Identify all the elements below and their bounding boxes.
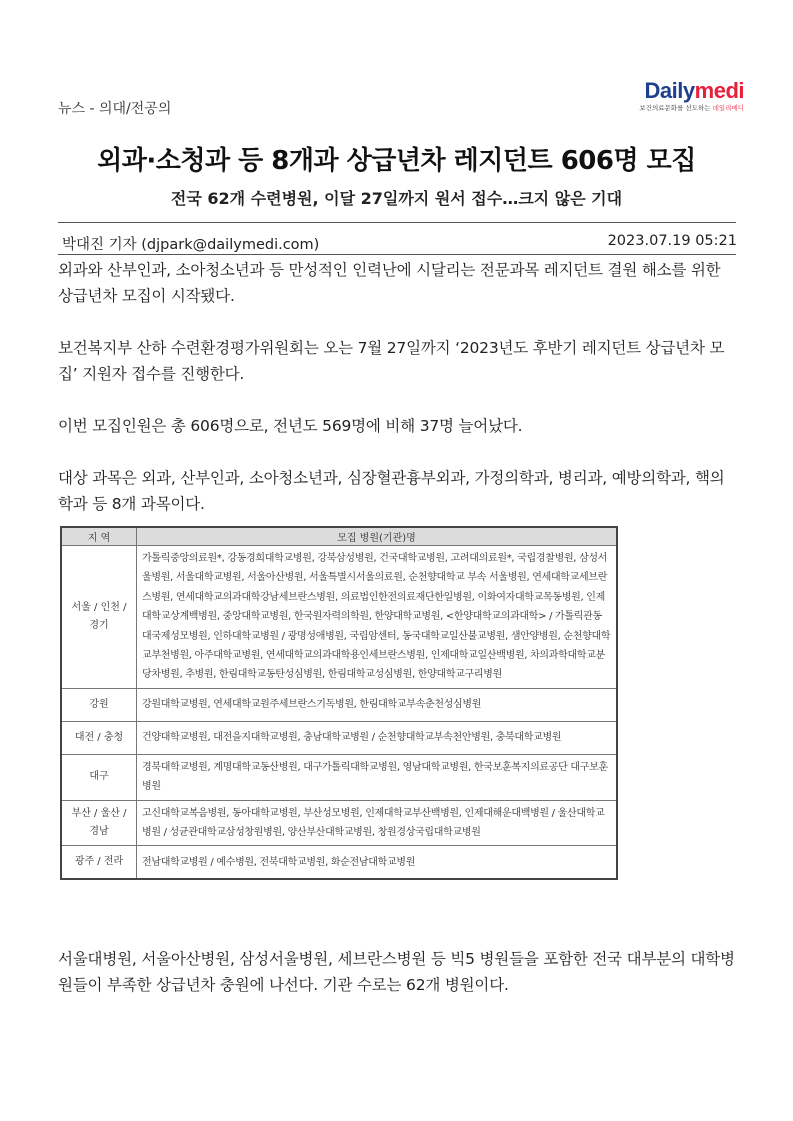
article-subtitle: 전국 62개 수련병원, 이달 27일까지 원서 접수…크지 않은 기대 bbox=[170, 189, 623, 208]
article-title: 외과·소청과 등 8개과 상급년차 레지던트 606명 모집 bbox=[97, 146, 696, 176]
byline-top-rule bbox=[58, 222, 736, 223]
region-cell: 강원 bbox=[61, 688, 137, 721]
hospitals-cell: 가톨릭중앙의료원*, 강동경희대학교병원, 강북삼성병원, 건국대학교병원, 고려대의료원*, 국립경찰병원, 삼성서울병원, 서울대학교병원, 서울아산병원, 서울특별시서울의료원, 순천향대학교 부속 서울병원, 연세대학교세브란스병원, 연세대학교의과대학강남세브란스병원, 의료법인한전의료재단한일병원, 이화여자대학교목동병원, 인제대학교상계백병원, 중앙대학교병원, 한국원자력의학원, 한양대학교병원, <한양대학교의과대학> / 가톨릭관동대국제성모병원, 인하대학교병원 / 광명성애병원, 국립암센터, 동국대학교일산불교병원, 샘안양병원, 순천향대학교부천병원, 아주대학교병원, 연세대학교의과대학용인세브란스병원, 인제대학교일산백병원, 차의과학대학교분당차병원, 추병원, 한림대학교동탄성심병원, 한림대학교성심병원, 한양대학교구리병원 bbox=[137, 546, 618, 689]
table-row bbox=[61, 846, 617, 880]
section-category[interactable]: 뉴스 - 의대/전공의 bbox=[58, 101, 172, 117]
byline-bottom-rule bbox=[58, 254, 736, 255]
region-cell: 대구 bbox=[61, 754, 137, 800]
table-row bbox=[61, 800, 617, 846]
logo-tagline: 보건의료문화를 선도하는 데일리메디 bbox=[639, 104, 744, 112]
column-header-hospitals: 모집 병원(기관)명 bbox=[137, 527, 618, 546]
logo-wordmark: Dailymedi bbox=[644, 78, 744, 103]
article-byline: 박대진 기자 (djpark@dailymedi.com) bbox=[62, 237, 320, 253]
hospitals-cell: 건양대학교병원, 대전을지대학교병원, 충남대학교병원 / 순천향대학교부속천안병원, 충북대학교병원 bbox=[137, 721, 618, 754]
region-cell: 광주 / 전라 bbox=[61, 846, 137, 880]
hospitals-cell: 고신대학교복음병원, 동아대학교병원, 부산성모병원, 인제대학교부산백병원, 인제대해운대백병원 / 울산대학교병원 / 성균관대학교삼성창원병원, 양산부산대학교병원, 창원경상국립대학교병원 bbox=[137, 800, 618, 846]
region-cell: 부산 / 울산 / 경남 bbox=[61, 800, 137, 846]
table-header-row bbox=[61, 527, 617, 546]
hospitals-cell: 강원대학교병원, 연세대학교원주세브란스기독병원, 한림대학교부속춘천성심병원 bbox=[137, 688, 618, 721]
article-paragraph: 대상 과목은 외과, 산부인과, 소아청소년과, 심장혈관흉부외과, 가정의학과, 병리과, 예방의학과, 핵의학과 등 8개 과목이다. bbox=[58, 469, 725, 513]
column-header-region: 지 역 bbox=[61, 527, 137, 546]
hospitals-cell: 전남대학교병원 / 예수병원, 전북대학교병원, 화순전남대학교병원 bbox=[137, 846, 618, 880]
article-paragraph: 보건복지부 산하 수련환경평가위원회는 오는 7월 27일까지 ‘2023년도 후반기 레지던트 상급년차 모집’ 지원자 접수를 진행한다. bbox=[58, 339, 725, 383]
table-row bbox=[61, 546, 617, 689]
article-date: 2023.07.19 05:21 bbox=[607, 233, 737, 249]
region-cell: 서울 / 인천 / 경기 bbox=[61, 546, 137, 689]
recruiting-hospitals-table bbox=[60, 526, 618, 880]
table-row bbox=[61, 721, 617, 754]
article-paragraph: 이번 모집인원은 총 606명으로, 전년도 569명에 비해 37명 늘어났다. bbox=[58, 417, 523, 435]
article-paragraph: 서울대병원, 서울아산병원, 삼성서울병원, 세브란스병원 등 빅5 병원들을 포함한 전국 대부분의 대학병원들이 부족한 상급년차 충원에 나선다. 기관 수로는 62개 병원이다. bbox=[58, 950, 735, 994]
table-row bbox=[61, 688, 617, 721]
hospitals-cell: 경북대학교병원, 계명대학교동산병원, 대구가톨릭대학교병원, 영남대학교병원, 한국보훈복지의료공단 대구보훈병원 bbox=[137, 754, 618, 800]
table-row bbox=[61, 754, 617, 800]
region-cell: 대전 / 충청 bbox=[61, 721, 137, 754]
site-logo[interactable] bbox=[612, 80, 744, 112]
article-paragraph: 외과와 산부인과, 소아청소년과 등 만성적인 인력난에 시달리는 전문과목 레지던트 결원 해소를 위한 상급년차 모집이 시작됐다. bbox=[58, 261, 721, 305]
